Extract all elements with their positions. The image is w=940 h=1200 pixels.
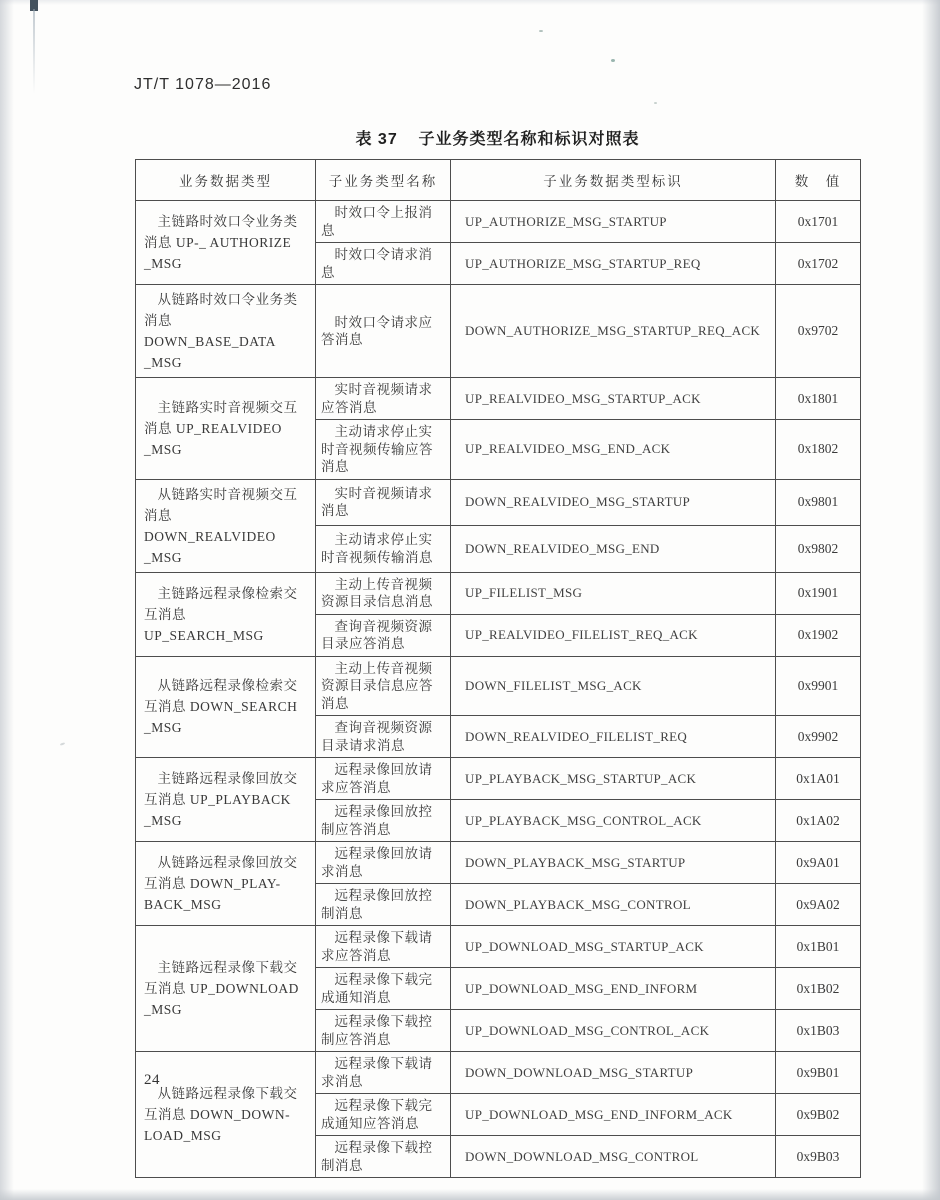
table-row xyxy=(136,926,861,968)
value-cell: 0x9901 xyxy=(776,656,861,716)
sub-type-name-cell: 远程录像下载完成通知应答消息 xyxy=(316,1094,451,1136)
sub-type-id-cell: UP_REALVIDEO_FILELIST_REQ_ACK xyxy=(451,614,776,656)
sub-type-id-cell: DOWN_PLAYBACK_MSG_CONTROL xyxy=(451,884,776,926)
value-cell: 0x9A02 xyxy=(776,884,861,926)
sub-type-name-cell: 远程录像回放请求消息 xyxy=(316,842,451,884)
sub-type-name-cell: 远程录像下载请求应答消息 xyxy=(316,926,451,968)
scan-artifact-line xyxy=(33,9,35,94)
sub-type-id-cell: UP_DOWNLOAD_MSG_END_INFORM xyxy=(451,968,776,1010)
table-row xyxy=(136,285,861,378)
value-cell: 0x9702 xyxy=(776,285,861,378)
paper-edge-top xyxy=(0,0,940,5)
value-cell: 0x1701 xyxy=(776,201,861,243)
value-cell: 0x1A02 xyxy=(776,800,861,842)
sub-type-id-cell: UP_FILELIST_MSG xyxy=(451,572,776,614)
business-data-type-cell: 主链路远程录像回放交互消息 UP_PLAYBACK _MSG xyxy=(136,758,316,842)
value-cell: 0x9802 xyxy=(776,526,861,573)
sub-type-name-cell: 时效口令请求应答消息 xyxy=(316,285,451,378)
table-row xyxy=(136,656,861,716)
business-data-type-cell: 主链路实时音视频交互消息 UP_REALVIDEO _MSG xyxy=(136,378,316,480)
sub-type-id-cell: UP_REALVIDEO_MSG_END_ACK xyxy=(451,420,776,480)
value-cell: 0x1B01 xyxy=(776,926,861,968)
table-row xyxy=(136,479,861,526)
sub-type-name-cell: 远程录像下载完成通知消息 xyxy=(316,968,451,1010)
table-row xyxy=(136,572,861,614)
sub-type-name-cell: 查询音视频资源目录应答消息 xyxy=(316,614,451,656)
value-cell: 0x1801 xyxy=(776,378,861,420)
table-header-row xyxy=(136,160,861,201)
sub-type-id-cell: DOWN_DOWNLOAD_MSG_STARTUP xyxy=(451,1052,776,1094)
business-data-type-cell: 从链路时效口令业务类消息 DOWN_BASE_DATA _MSG xyxy=(136,285,316,378)
table-row xyxy=(136,378,861,420)
sub-type-name-cell: 远程录像下载请求消息 xyxy=(316,1052,451,1094)
business-data-type-cell: 主链路时效口令业务类消息 UP-_ AUTHORIZE _MSG xyxy=(136,201,316,285)
sub-type-id-cell: UP_REALVIDEO_MSG_STARTUP_ACK xyxy=(451,378,776,420)
business-data-type-cell: 主链路远程录像下载交互消息 UP_DOWNLOAD _MSG xyxy=(136,926,316,1052)
value-cell: 0x1802 xyxy=(776,420,861,480)
sub-type-name-cell: 远程录像回放请求应答消息 xyxy=(316,758,451,800)
sub-type-name-cell: 查询音视频资源目录请求消息 xyxy=(316,716,451,758)
sub-type-name-cell: 实时音视频请求消息 xyxy=(316,479,451,526)
sub-type-id-cell: UP_DOWNLOAD_MSG_STARTUP_ACK xyxy=(451,926,776,968)
document-number: JT/T 1078—2016 xyxy=(134,76,272,93)
business-data-type-cell: 从链路远程录像检索交互消息 DOWN_SEARCH _MSG xyxy=(136,656,316,758)
page-number: 24 xyxy=(144,1072,160,1088)
sub-type-id-cell: UP_DOWNLOAD_MSG_END_INFORM_ACK xyxy=(451,1094,776,1136)
sub-type-name-cell: 远程录像下载控制应答消息 xyxy=(316,1010,451,1052)
sub-type-name-cell: 主动请求停止实时音视频传输应答消息 xyxy=(316,420,451,480)
value-cell: 0x9A01 xyxy=(776,842,861,884)
sub-type-id-cell: UP_PLAYBACK_MSG_CONTROL_ACK xyxy=(451,800,776,842)
value-cell: 0x9902 xyxy=(776,716,861,758)
column-header-value: 数 值 xyxy=(776,160,861,201)
value-cell: 0x9B02 xyxy=(776,1094,861,1136)
scan-speck xyxy=(539,30,543,32)
table-row xyxy=(136,1052,861,1094)
scan-speck xyxy=(654,102,657,104)
business-data-type-cell: 从链路远程录像回放交互消息 DOWN_PLAY- BACK_MSG xyxy=(136,842,316,926)
sub-type-name-cell: 远程录像回放控制消息 xyxy=(316,884,451,926)
value-cell: 0x1702 xyxy=(776,243,861,285)
sub-type-name-cell: 远程录像下载控制消息 xyxy=(316,1136,451,1178)
value-cell: 0x9B03 xyxy=(776,1136,861,1178)
table-row xyxy=(136,842,861,884)
value-cell: 0x1A01 xyxy=(776,758,861,800)
business-data-type-cell: 主链路远程录像检索交互消息 UP_SEARCH_MSG xyxy=(136,572,316,656)
business-data-type-cell: 从链路实时音视频交互消息 DOWN_REALVIDEO _MSG xyxy=(136,479,316,572)
sub-type-id-cell: DOWN_DOWNLOAD_MSG_CONTROL xyxy=(451,1136,776,1178)
sub-type-id-cell: UP_DOWNLOAD_MSG_CONTROL_ACK xyxy=(451,1010,776,1052)
business-data-type-cell: 从链路远程录像下载交互消息 DOWN_DOWN- LOAD_MSG xyxy=(136,1052,316,1178)
paper-edge-left xyxy=(0,0,14,1200)
paper-edge-bottom xyxy=(0,1189,940,1200)
sub-type-name-cell: 时效口令上报消息 xyxy=(316,201,451,243)
scan-speck xyxy=(60,742,65,746)
column-header-sub-type-name: 子业务类型名称 xyxy=(316,160,451,201)
sub-type-id-cell: DOWN_FILELIST_MSG_ACK xyxy=(451,656,776,716)
sub-type-name-cell: 主动请求停止实时音视频传输消息 xyxy=(316,526,451,573)
table-title xyxy=(135,126,860,149)
sub-type-name-cell: 主动上传音视频资源目录信息应答消息 xyxy=(316,656,451,716)
sub-type-id-cell: UP_AUTHORIZE_MSG_STARTUP xyxy=(451,201,776,243)
value-cell: 0x9B01 xyxy=(776,1052,861,1094)
sub-type-id-cell: DOWN_REALVIDEO_MSG_END xyxy=(451,526,776,573)
sub-type-name-cell: 主动上传音视频资源目录信息消息 xyxy=(316,572,451,614)
table-body xyxy=(136,201,861,1178)
sub-type-id-cell: DOWN_REALVIDEO_MSG_STARTUP xyxy=(451,479,776,526)
value-cell: 0x9801 xyxy=(776,479,861,526)
sub-type-name-cell: 时效口令请求消息 xyxy=(316,243,451,285)
table-row xyxy=(136,758,861,800)
data-table xyxy=(135,159,861,1178)
value-cell: 0x1B03 xyxy=(776,1010,861,1052)
sub-type-id-cell: UP_AUTHORIZE_MSG_STARTUP_REQ xyxy=(451,243,776,285)
table-title-text: 子业务类型名称和标识对照表 xyxy=(418,131,640,148)
sub-type-name-cell: 实时音视频请求应答消息 xyxy=(316,378,451,420)
value-cell: 0x1902 xyxy=(776,614,861,656)
sub-type-name-cell: 远程录像回放控制应答消息 xyxy=(316,800,451,842)
sub-type-id-cell: UP_PLAYBACK_MSG_STARTUP_ACK xyxy=(451,758,776,800)
sub-type-id-cell: DOWN_PLAYBACK_MSG_STARTUP xyxy=(451,842,776,884)
sub-type-id-cell: DOWN_REALVIDEO_FILELIST_REQ xyxy=(451,716,776,758)
scan-speck xyxy=(611,59,615,62)
value-cell: 0x1901 xyxy=(776,572,861,614)
column-header-business-type: 业务数据类型 xyxy=(136,160,316,201)
table-number: 表 37 xyxy=(355,131,398,148)
paper-edge-right xyxy=(922,0,940,1200)
value-cell: 0x1B02 xyxy=(776,968,861,1010)
sub-type-id-cell: DOWN_AUTHORIZE_MSG_STARTUP_REQ_ACK xyxy=(451,285,776,378)
table-row xyxy=(136,201,861,243)
column-header-sub-type-id: 子业务数据类型标识 xyxy=(451,160,776,201)
